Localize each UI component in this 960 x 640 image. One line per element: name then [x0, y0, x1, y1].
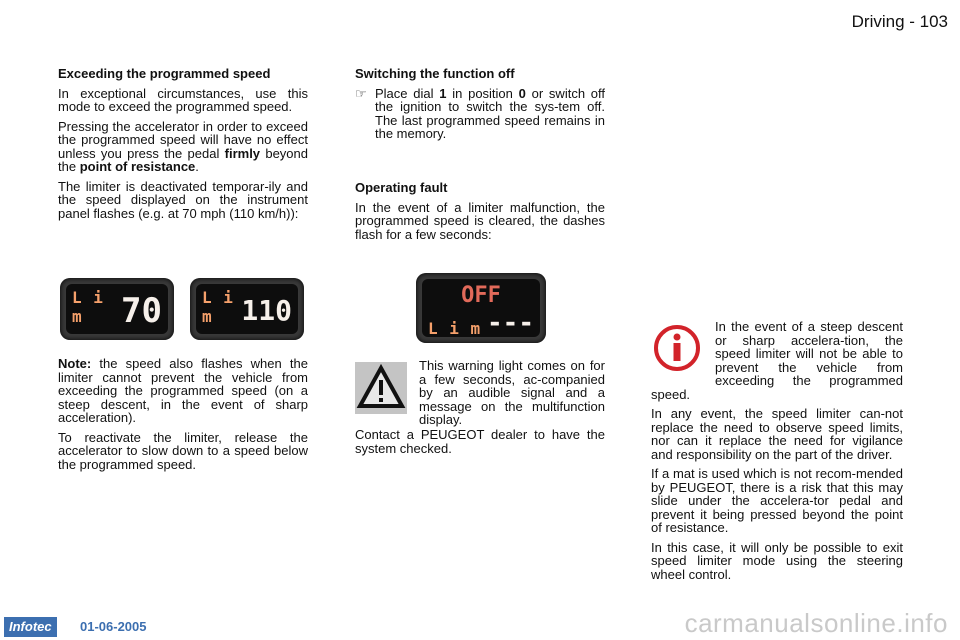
section-heading-fault: Operating fault: [355, 180, 448, 195]
column-left-lower: [58, 357, 308, 477]
print-date: 01-06-2005: [80, 619, 147, 634]
text: in position: [452, 85, 513, 101]
note-label: Note:: [58, 356, 92, 371]
infotec-logo: Infotec: [4, 617, 57, 637]
warning-text-block: [419, 359, 605, 433]
page-title: Driving - 103: [851, 12, 948, 31]
paragraph: This warning light comes on for a few seconds, ac-companied by an audible signal and a message on the multifunction display.: [419, 358, 605, 427]
display-value: 110: [241, 294, 292, 327]
text: .: [195, 159, 199, 174]
contact-block: [355, 428, 605, 461]
icon-spacer: [651, 320, 715, 376]
text: Pressing the accelerator in order to exceed the programmed speed will have no effect unless you press the pedal: [58, 118, 308, 161]
bold-text: 1: [439, 85, 447, 101]
display-110: [190, 278, 304, 340]
paragraph: To reactivate the limiter, release the accelerator to slow down to a speed below the programmed speed.: [58, 429, 308, 472]
paragraph: In the event of a limiter malfunction, the programmed speed is cleared, the dashes flash for a few seconds:: [355, 199, 605, 242]
note-paragraph: [58, 357, 308, 425]
paragraph: In exceptional circumstances, use this mode to exceed the programmed speed.: [58, 85, 308, 114]
column-left: [58, 67, 308, 226]
display-off-label: OFF: [461, 283, 501, 308]
section-heading-exceeding: Exceeding the programmed speed: [58, 66, 271, 81]
bold-text: firmly: [224, 145, 261, 161]
display-prefix: L i m: [428, 319, 482, 338]
column-middle-fault: [355, 181, 605, 247]
paragraph: If a mat is used which is not recom-mended by PEUGEOT, there is a risk that this may slide under the accelera-tor pedal and prevent it being pressed beyond the point of resistance.: [651, 466, 903, 535]
note-text: the speed also flashes when the limiter cannot prevent the vehicle from exceeding the programmed speed (on a steep descent, in the event of sharp acceleration).: [58, 356, 308, 425]
watermark: carmanualsonline.info: [684, 608, 948, 638]
display-dashes: ---: [487, 308, 534, 338]
display-prefix: L i m: [202, 288, 234, 326]
bold-text: 0: [518, 85, 526, 101]
paragraph: In this case, it will only be possible to exit speed limiter mode using the steering wheel control.: [651, 539, 903, 582]
column-middle: [355, 67, 605, 147]
display-value: 70: [121, 291, 162, 331]
paragraph: The limiter is deactivated temporar-ily and the speed displayed on the instrument panel flashes (e.g. at 70 mph (110 km/h)):: [58, 178, 308, 221]
display-70: [60, 278, 174, 340]
bold-text: point of resistance: [79, 159, 196, 174]
paragraph: In any event, the speed limiter can-not replace the need to observe speed limits, nor can it replace the need for vigilance and responsibility on the part of the driver.: [651, 406, 903, 462]
section-heading-switch-off: Switching the function off: [355, 66, 515, 81]
text: Place dial: [375, 85, 434, 101]
warning-triangle-icon: [355, 362, 407, 414]
paragraph: [58, 120, 308, 174]
paragraph: Contact a PEUGEOT dealer to have the system checked.: [355, 427, 605, 456]
column-right: [651, 320, 903, 587]
display-prefix: L i m: [72, 288, 104, 326]
pointing-hand-icon: ☞: [355, 85, 367, 101]
display-off: [416, 273, 546, 343]
paragraph: [651, 320, 903, 401]
bullet-item: [355, 87, 605, 141]
text: In the event of a steep descent or sharp accelera-tion, the speed limiter will not be able to prevent the vehicle from exceeding the programmed speed.: [651, 319, 903, 402]
text: or switch off the ignition to switch the sys-tem off. The last programmed speed remains in the memory.: [375, 85, 606, 141]
text: beyond the: [58, 145, 308, 174]
